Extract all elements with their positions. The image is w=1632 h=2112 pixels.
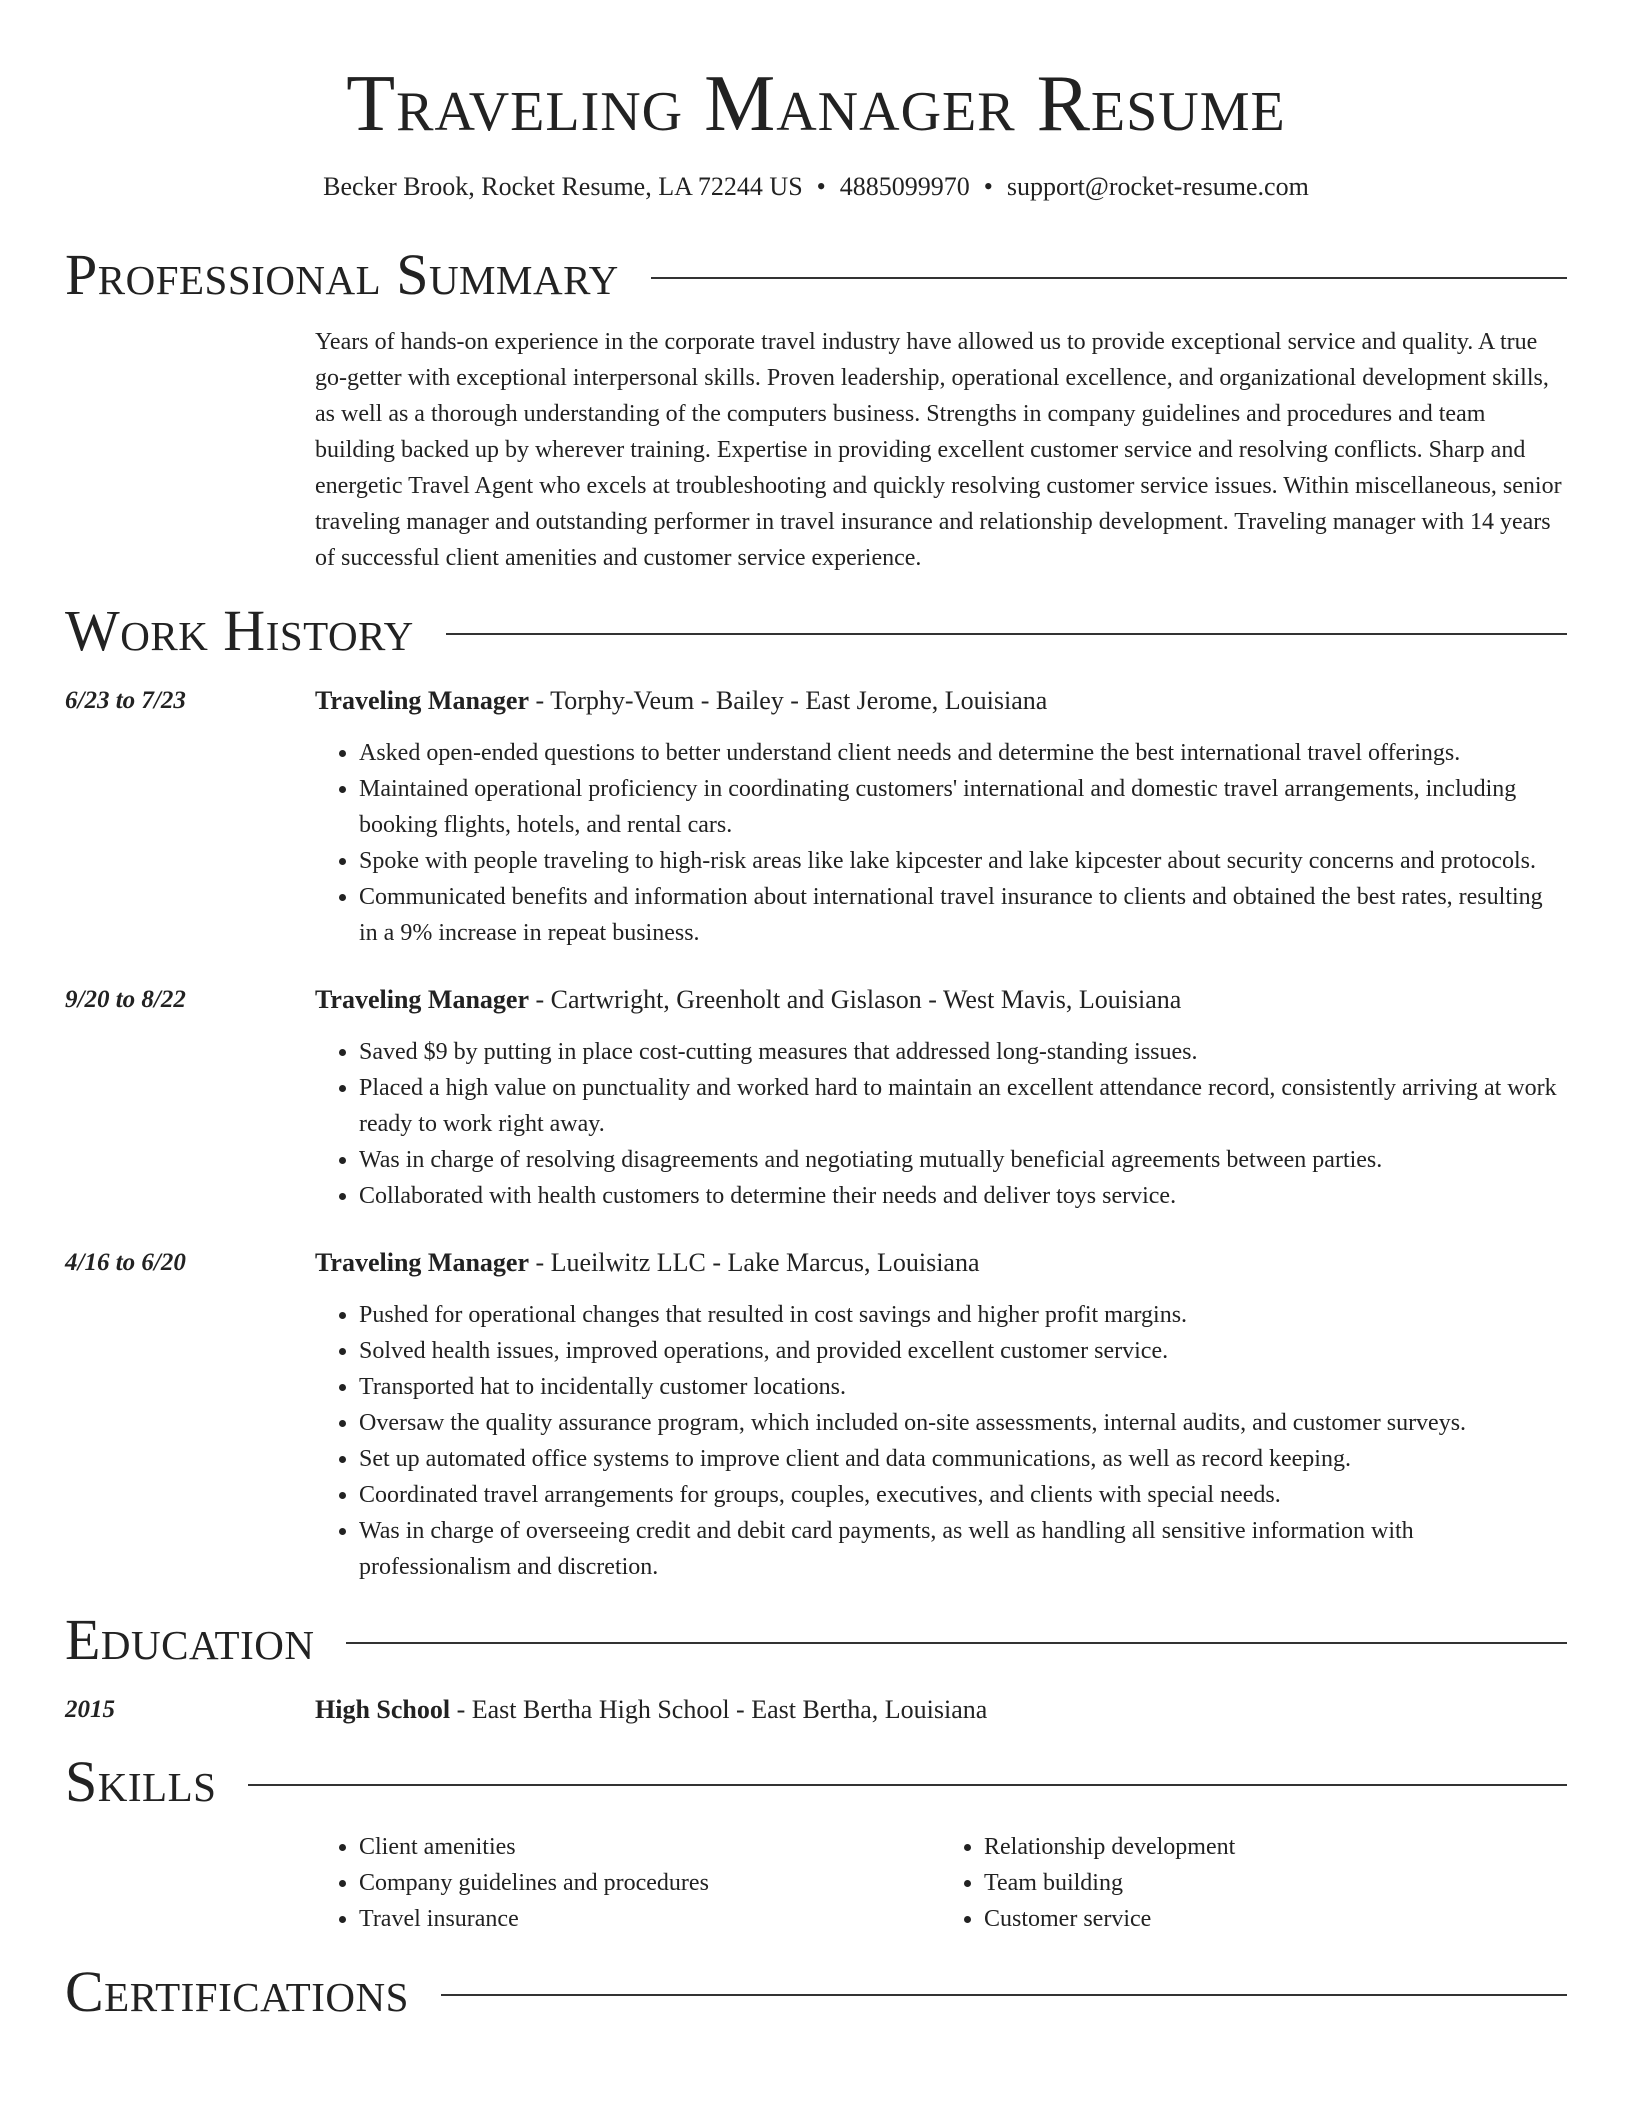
education-heading: Education	[65, 1607, 315, 1672]
contact-phone: 4885099970	[839, 172, 970, 201]
contact-separator: •	[983, 172, 993, 201]
resume-title: Traveling Manager Resume	[346, 60, 1286, 148]
contact-address: Becker Brook, Rocket Resume, LA 72244 US	[323, 172, 803, 201]
skill-item: • Company guidelines and procedures	[359, 1865, 940, 1901]
skills-section-header	[65, 1747, 1567, 1817]
education-title: High School	[315, 1695, 451, 1724]
job-bullet: • Solved health issues, improved operations, and provided excellent customer service.	[359, 1333, 1565, 1369]
section-divider	[651, 277, 1567, 279]
contact-line	[65, 170, 1567, 204]
education-section-header	[65, 1605, 1567, 1675]
job-bullet: • Placed a high value on punctuality and worked hard to maintain an excellent attendance record, consistently arriving at work ready to work right away.	[359, 1070, 1565, 1142]
job-line	[315, 1246, 1565, 1280]
job-title: Traveling Manager	[315, 686, 529, 715]
job-date: 4/16 to 6/20	[65, 1249, 186, 1276]
job-content	[315, 983, 1565, 1214]
section-divider	[446, 633, 1567, 635]
skills-list	[315, 1829, 1565, 1937]
education-details: - East Bertha High School - East Bertha, Louisiana	[450, 1695, 988, 1724]
section-divider	[441, 1994, 1567, 1996]
job-bullet: • Was in charge of resolving disagreements and negotiating mutually beneficial agreements between parties.	[359, 1142, 1565, 1178]
education-date: 2015	[65, 1696, 115, 1723]
job-details: - Lueilwitz LLC - Lake Marcus, Louisiana	[528, 1248, 980, 1277]
job-bullet: • Pushed for operational changes that resulted in cost savings and higher profit margins.	[359, 1297, 1565, 1333]
education-line	[315, 1693, 1565, 1727]
skill-item: • Relationship development	[984, 1829, 1565, 1865]
education-content	[315, 1693, 1565, 1727]
job-bullet: • Spoke with people traveling to high-risk areas like lake kipcester and lake kipcester about security concerns and protocols.	[359, 843, 1565, 879]
job-date: 6/23 to 7/23	[65, 687, 186, 714]
job-bullet: • Asked open-ended questions to better understand client needs and determine the best international travel offerings.	[359, 735, 1565, 771]
skill-item: • Client amenities	[359, 1829, 940, 1865]
job-bullet: • Maintained operational proficiency in coordinating customers' international and domestic travel arrangements, including booking flights, hotels, and rental cars.	[359, 771, 1565, 843]
work-section-header	[65, 596, 1567, 666]
work-heading: Work History	[65, 598, 414, 663]
job-bullets	[315, 1034, 1565, 1214]
section-divider	[248, 1784, 1567, 1786]
education-entry	[65, 1693, 1567, 1727]
job-bullet: • Set up automated office systems to improve client and data communications, as well as record keeping.	[359, 1441, 1565, 1477]
job-entry	[65, 983, 1567, 1214]
job-title: Traveling Manager	[315, 1248, 529, 1277]
summary-section-header	[65, 240, 1567, 310]
job-bullet: • Saved $9 by putting in place cost-cutting measures that addressed long-standing issues.	[359, 1034, 1565, 1070]
job-bullet: • Communicated benefits and information about international travel insurance to clients and obtained the best rates, resulting in a 9% increase in repeat business.	[359, 879, 1565, 951]
job-bullet: • Oversaw the quality assurance program, which included on-site assessments, internal audits, and customer surveys.	[359, 1405, 1565, 1441]
skill-item: • Team building	[984, 1865, 1565, 1901]
skills-heading: Skills	[65, 1749, 217, 1814]
job-date: 9/20 to 8/22	[65, 986, 186, 1013]
certifications-section-header	[65, 1957, 1567, 2027]
job-line	[315, 684, 1565, 718]
skills-column-right	[940, 1829, 1565, 1937]
job-bullets	[315, 1297, 1565, 1585]
contact-separator: •	[816, 172, 826, 201]
job-line	[315, 983, 1565, 1017]
job-title: Traveling Manager	[315, 985, 529, 1014]
skill-item: • Customer service	[984, 1901, 1565, 1937]
job-content	[315, 684, 1565, 951]
job-content	[315, 1246, 1565, 1585]
job-bullet: • Transported hat to incidentally customer locations.	[359, 1369, 1565, 1405]
contact-email: support@rocket-resume.com	[1006, 172, 1309, 201]
job-details: - Cartwright, Greenholt and Gislason - West Mavis, Louisiana	[528, 985, 1182, 1014]
job-entry	[65, 1246, 1567, 1585]
certifications-heading: Certifications	[65, 1959, 409, 2024]
skill-item: • Travel insurance	[359, 1901, 940, 1937]
job-entry	[65, 684, 1567, 951]
job-details: - Torphy-Veum - Bailey - East Jerome, Louisiana	[528, 686, 1048, 715]
job-bullet: • Coordinated travel arrangements for groups, couples, executives, and clients with special needs.	[359, 1477, 1565, 1513]
skills-column-left	[315, 1829, 940, 1937]
summary-heading: Professional Summary	[65, 242, 619, 307]
job-bullets	[315, 735, 1565, 951]
summary-text: Years of hands-on experience in the corporate travel industry have allowed us to provide exceptional service and quality. A true go-getter with exceptional interpersonal skills. Proven leadership, operational excellence, and organizational development skills, as well as a thorough understanding of the computers business. Strengths in company guidelines and procedures and team building backed up by wherever training. Expertise in providing excellent customer service and resolving conflicts. Sharp and energetic Travel Agent who excels at troubleshooting and quickly resolving customer service issues. Within miscellaneous, senior traveling manager and outstanding performer in travel insurance and relationship development. Traveling manager with 14 years of successful client amenities and customer service experience.	[315, 329, 1562, 571]
section-divider	[346, 1642, 1567, 1644]
job-bullet: • Collaborated with health customers to determine their needs and deliver toys service.	[359, 1178, 1565, 1214]
job-bullet: • Was in charge of overseeing credit and debit card payments, as well as handling all sensitive information with professionalism and discretion.	[359, 1513, 1565, 1585]
